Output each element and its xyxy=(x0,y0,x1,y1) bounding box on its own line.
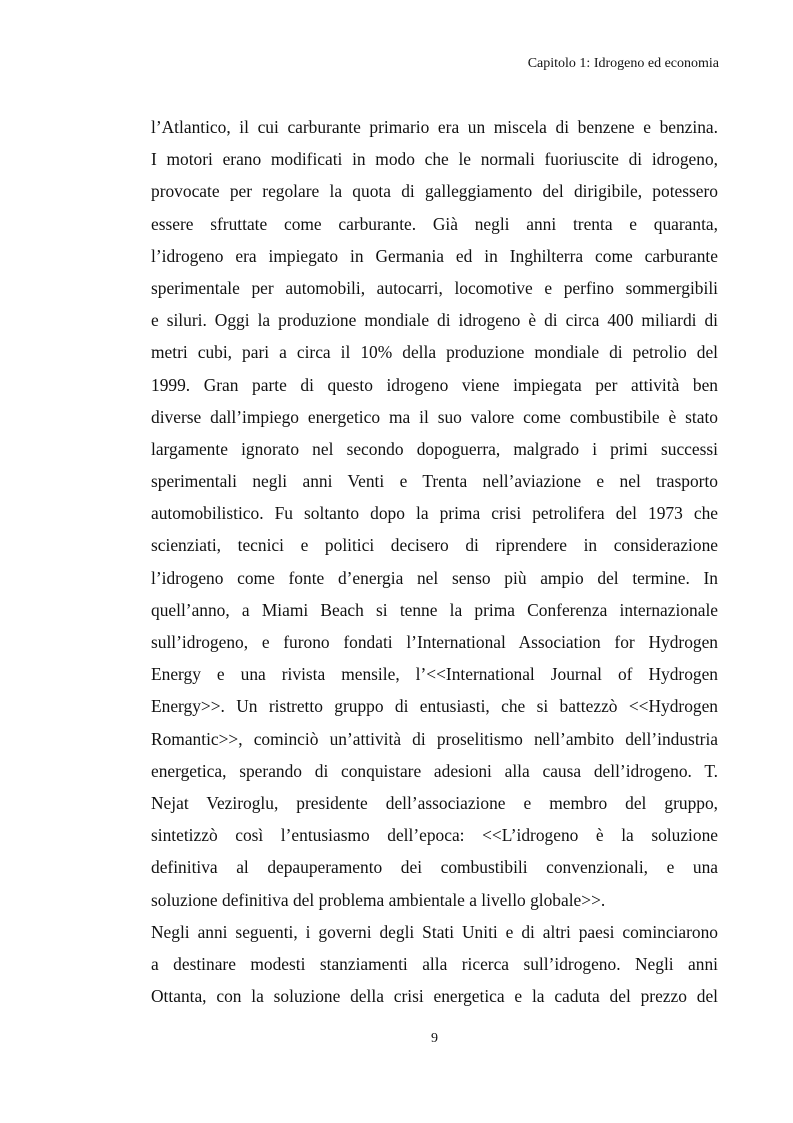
text-line: I motori erano modificati in modo che le normali fuoriuscite di idrogeno, xyxy=(151,149,718,170)
text-line: automobilistico. Fu soltanto dopo la prima crisi petrolifera del 1973 che xyxy=(151,503,718,524)
text-line: diverse dall’impiego energetico ma il suo valore come combustibile è stato xyxy=(151,406,718,427)
text-line: Romantic>>, cominciò un’attività di proselitismo nell’ambito dell’industria xyxy=(151,728,718,749)
text-line: quell’anno, a Miami Beach si tenne la prima Conferenza internazionale xyxy=(151,599,718,620)
text-line: soluzione definitiva del problema ambientale a livello globale>>. xyxy=(151,889,606,910)
page-number: 9 xyxy=(431,1031,438,1046)
paragraph xyxy=(151,111,718,916)
text-line: definitiva al depauperamento dei combustibili convenzionali, e una xyxy=(151,857,718,878)
running-header: Capitolo 1: Idrogeno ed economia xyxy=(527,56,719,71)
text-line: l’Atlantico, il cui carburante primario era un miscela di benzene e benzina. xyxy=(151,117,718,137)
text-line: largamente ignorato nel secondo dopoguerra, malgrado i primi successi xyxy=(151,438,718,459)
text-line: scienziati, tecnici e politici decisero di riprendere in considerazione xyxy=(151,535,718,556)
text-line: metri cubi, pari a circa il 10% della produzione mondiale di petrolio del xyxy=(151,342,718,363)
text-line: Energy e una rivista mensile, l’<<International Journal of Hydrogen xyxy=(151,664,718,685)
text-line: sperimentali negli anni Venti e Trenta nell’aviazione e nel trasporto xyxy=(151,471,718,492)
text-line: energetica, sperando di conquistare adesioni alla causa dell’idrogeno. T. xyxy=(151,760,718,781)
text-line: l’idrogeno come fonte d’energia nel senso più ampio del termine. In xyxy=(151,567,718,588)
text-line: 1999. Gran parte di questo idrogeno viene impiegata per attività ben xyxy=(151,374,718,395)
text-line: essere sfruttate come carburante. Già negli anni trenta e quaranta, xyxy=(151,213,718,234)
text-line: Negli anni seguenti, i governi degli Stati Uniti e di altri paesi cominciarono xyxy=(151,921,718,942)
text-line: a destinare modesti stanziamenti alla ricerca sull’idrogeno. Negli anni xyxy=(151,953,718,974)
text-line: provocate per regolare la quota di galleggiamento del dirigibile, potessero xyxy=(151,181,718,202)
text-line: sintetizzò così l’entusiasmo dell’epoca: <<L’idrogeno è la soluzione xyxy=(151,825,718,846)
text-line: l’idrogeno era impiegato in Germania ed in Inghilterra come carburante xyxy=(151,245,718,266)
text-line: Energy>>. Un ristretto gruppo di entusiasti, che si battezzò <<Hydrogen xyxy=(151,696,718,717)
text-line: Ottanta, con la soluzione della crisi energetica e la caduta del prezzo del xyxy=(151,986,718,1007)
text-line: e siluri. Oggi la produzione mondiale di idrogeno è di circa 400 miliardi di xyxy=(151,310,718,331)
body-text xyxy=(151,111,718,1012)
text-line: Nejat Veziroglu, presidente dell’associazione e membro del gruppo, xyxy=(151,792,718,813)
text-line: sperimentale per automobili, autocarri, locomotive e perfino sommergibili xyxy=(151,277,718,298)
text-line: sull’idrogeno, e furono fondati l’International Association for Hydrogen xyxy=(151,632,718,652)
paragraph xyxy=(151,916,718,1013)
